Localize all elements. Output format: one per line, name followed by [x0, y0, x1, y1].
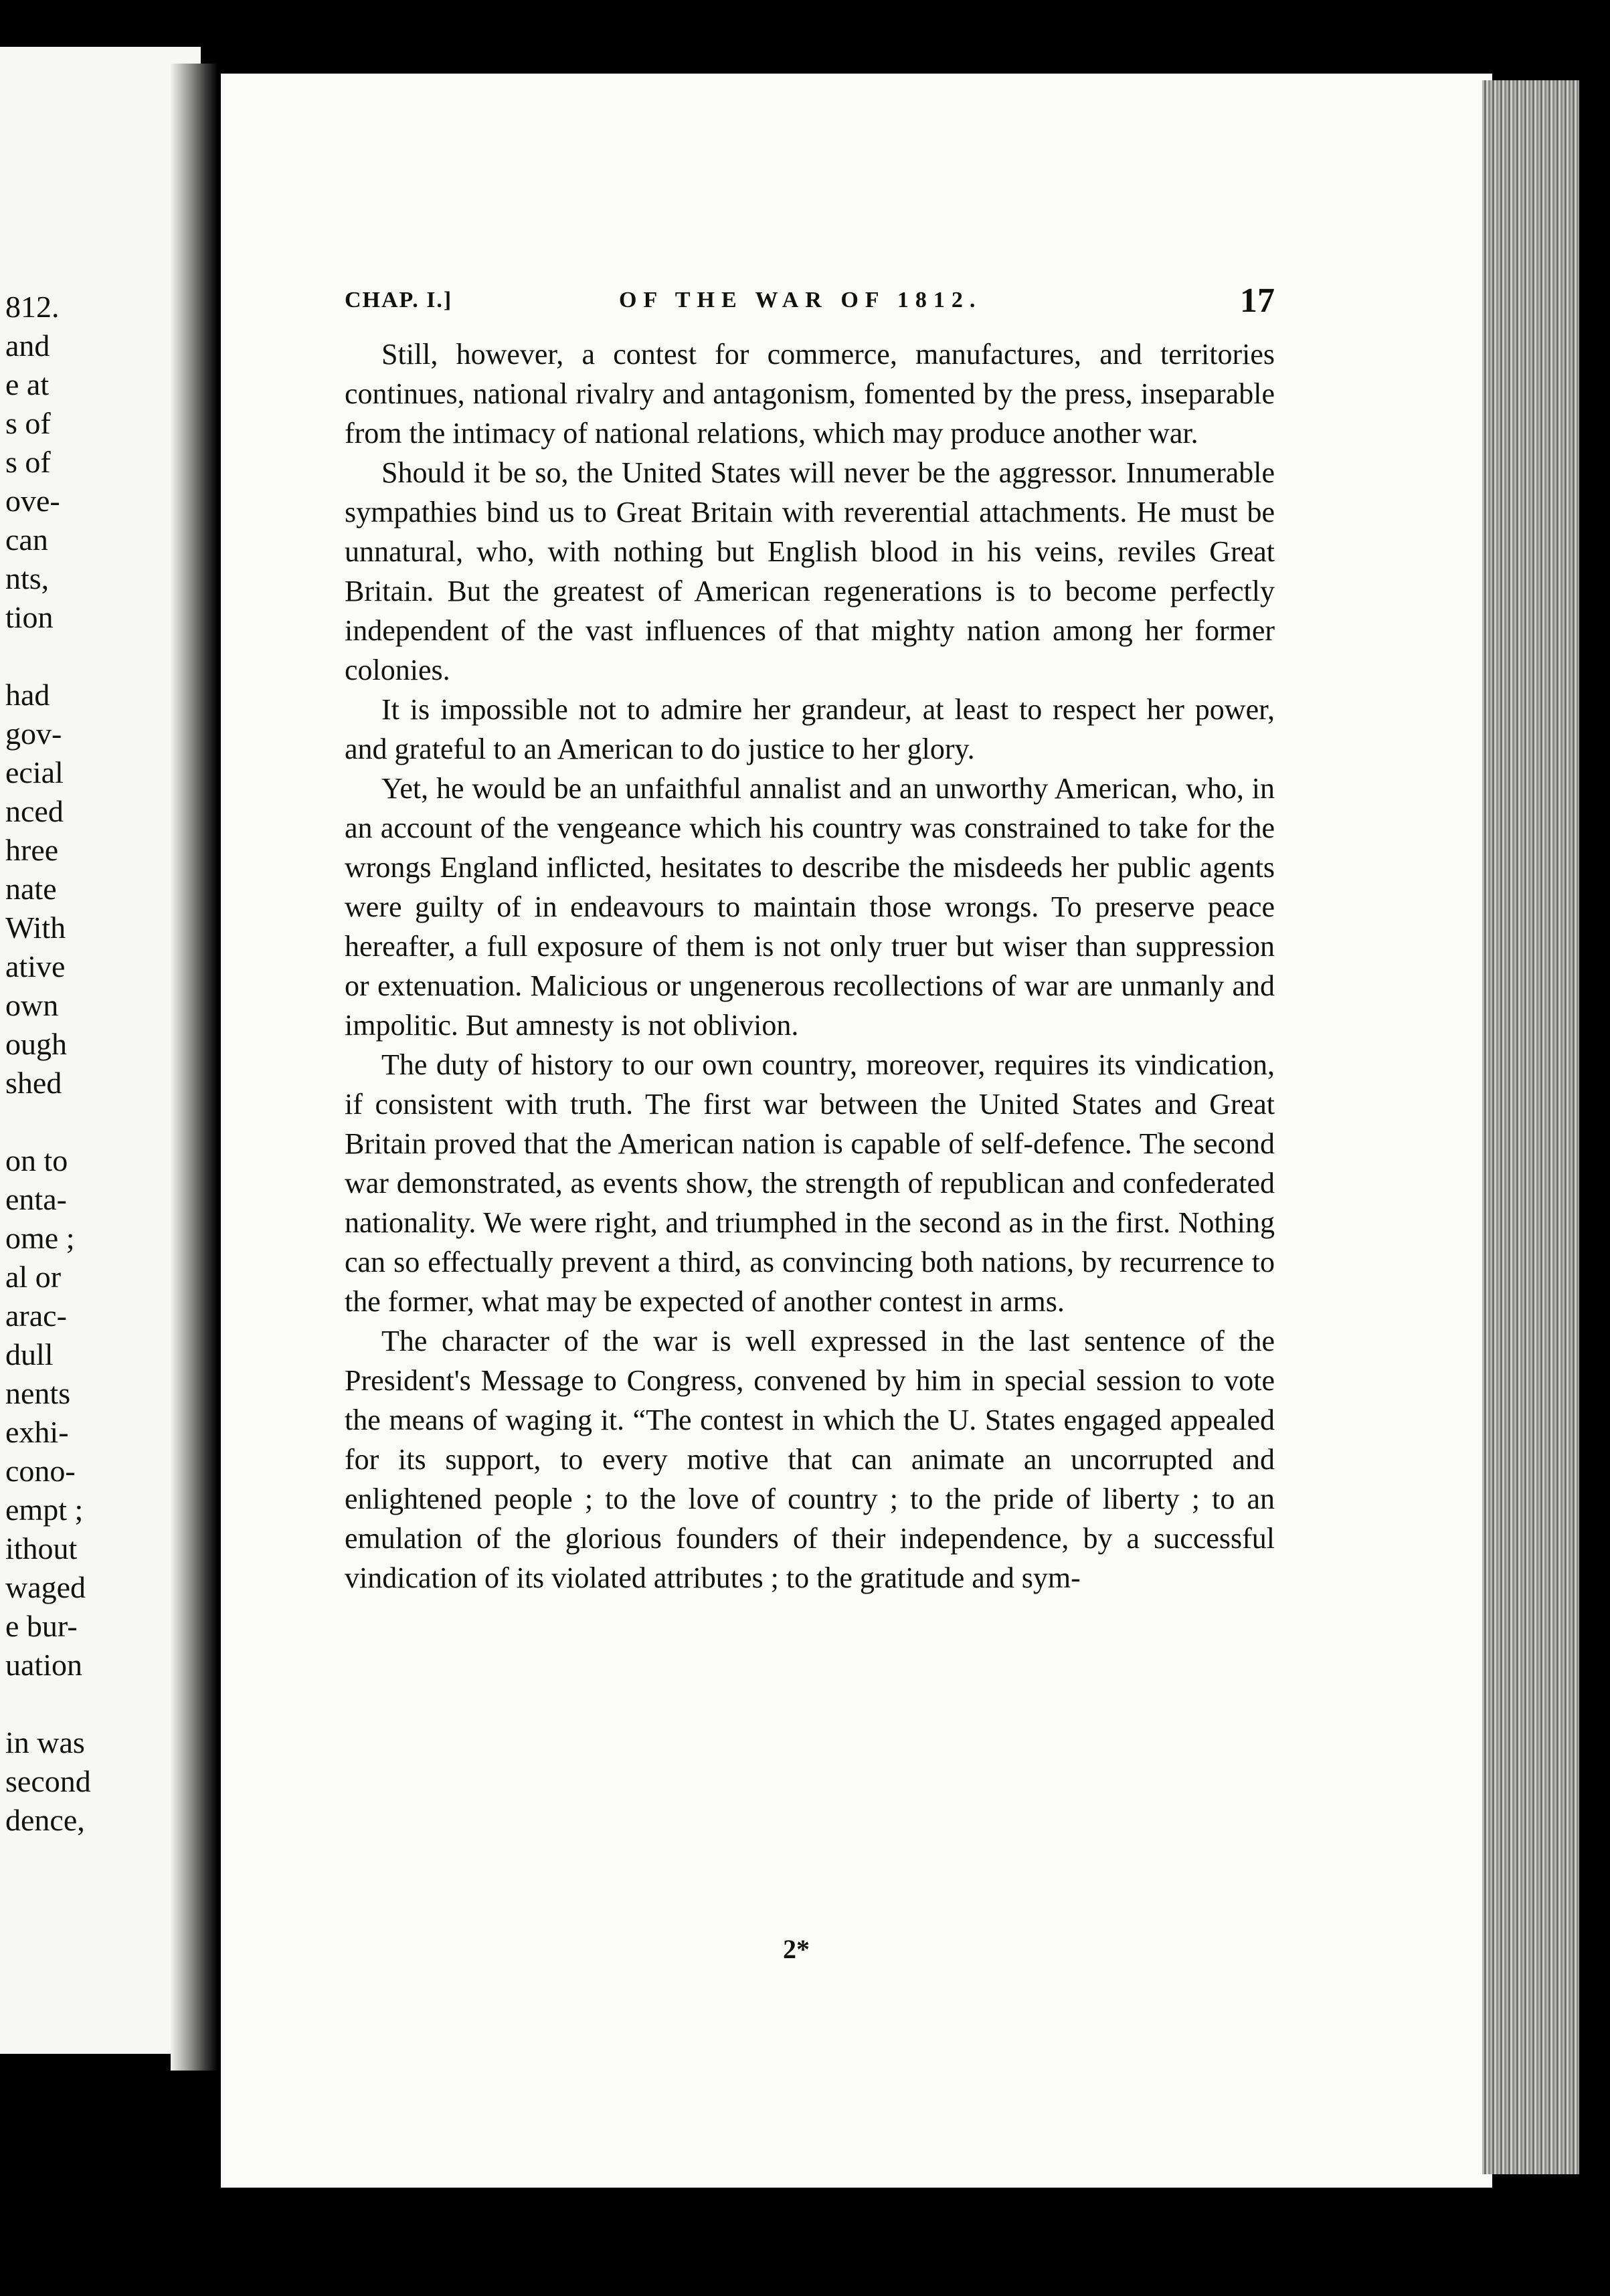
left-fragment-line: nents	[5, 1376, 71, 1410]
left-fragment-line: and	[5, 328, 50, 363]
paragraph: The duty of history to our own country, moreover, requires its vindication, if consistent with truth. The first war between the United States and Great Britain proved that the American nation is capable of self-defence. The second war demonstrated, as events show, the strength of republican and confederated nationality. We were right, and triumphed in the second as in the first. Nothing can so effectually prevent a third, as convincing both nations, by recurrence to the former, what may be expected of another contest in arms.	[345, 1048, 1275, 1318]
left-fragment-line: e at	[5, 367, 50, 401]
left-fragment-line: With	[5, 911, 66, 945]
left-fragment-line: al or	[5, 1260, 62, 1294]
left-fragment-line: waged	[5, 1570, 86, 1604]
left-fragment-line: can	[5, 522, 48, 557]
left-fragment-line: exhi-	[5, 1415, 69, 1449]
paragraph: Yet, he would be an unfaithful annalist and an unworthy American, who, in an account of the vengeance which his country was constrained to take for the wrongs England inflicted, hesitates to describe the misdeeds her public agents were guilty of in endeavours to maintain those wrongs. To preserve peace hereafter, a full exposure of them is not only truer but wiser than suppression or extenuation. Malicious or ungenerous recollections of war are unmanly and impolitic. But amnesty is not oblivion.	[345, 772, 1275, 1042]
left-fragment-line: shed	[5, 1066, 62, 1100]
left-fragment-line: s of	[5, 406, 51, 440]
left-fragment-line: dull	[5, 1337, 54, 1371]
left-fragment-line	[5, 1103, 134, 1141]
left-fragment-line: empt ;	[5, 1493, 84, 1527]
left-fragment-line: gov-	[5, 716, 62, 751]
left-fragment-line: hree	[5, 833, 59, 867]
left-fragment-line	[5, 637, 134, 676]
running-title: OF THE WAR OF 1812.	[619, 288, 982, 312]
left-fragment-line: tion	[5, 600, 54, 634]
left-fragment-line: 812.	[5, 290, 60, 324]
left-fragment-line: dence,	[5, 1803, 85, 1837]
left-fragment-line: ove-	[5, 484, 60, 518]
page-edges	[1482, 80, 1579, 2174]
left-fragment-line: had	[5, 678, 50, 712]
running-header	[345, 281, 1275, 328]
page-number: 17	[1240, 282, 1275, 320]
paragraph: Should it be so, the United States will never be the aggressor. Innumerable sympathies bind us to Great Britain with reverential attachments. He must be unnatural, who, with nothing but English blood in his veins, reviles Great Britain. But the greatest of American regenerations is to become perfectly independent of the vast influences of that mighty nation among her former colonies.	[345, 456, 1275, 686]
left-fragment-line: uation	[5, 1648, 82, 1682]
left-fragment-line: enta-	[5, 1182, 67, 1216]
left-fragment-line: s of	[5, 445, 51, 479]
left-fragment-line: ithout	[5, 1531, 78, 1565]
paragraph: Still, however, a contest for commerce, manufactures, and territories continues, national rivalry and antagonism, fomented by the press, inseparable from the intimacy of national relations, which may produce another war.	[345, 338, 1275, 450]
left-page-text-fragment	[0, 288, 134, 1840]
left-fragment-line: in was	[5, 1725, 85, 1759]
page-body	[345, 334, 1275, 1598]
book-gutter	[171, 64, 217, 2071]
left-fragment-line: e bur-	[5, 1609, 78, 1643]
left-fragment-line: ecial	[5, 755, 64, 789]
left-fragment-line: ome ;	[5, 1221, 75, 1255]
paragraph: The character of the war is well expressed in the last sentence of the President's Message to Congress, convened by him in special session to vote the means of waging it. “The contest in which the U. States engaged appealed for its support, to every motive that can animate an uncorrupted and enlightened people ; to the love of country ; to the pride of liberty ; to an emulation of the glorious founders of their independence, by a successful vindication of its violated attributes ; to the gratitude and sym-	[345, 1325, 1275, 1594]
signature-mark: 2*	[783, 1934, 810, 1964]
left-fragment-line: nts,	[5, 561, 50, 595]
left-fragment-line: ough	[5, 1027, 67, 1061]
left-fragment-line: cono-	[5, 1454, 76, 1488]
chapter-label: CHAP. I.]	[345, 288, 453, 312]
paragraph: It is impossible not to admire her grandeur, at least to respect her power, and grateful to an American to do justice to her glory.	[345, 693, 1275, 765]
left-fragment-line: nced	[5, 794, 64, 828]
left-fragment-line: own	[5, 988, 59, 1022]
left-fragment-line: on to	[5, 1143, 68, 1177]
left-fragment-line	[5, 1685, 134, 1723]
left-fragment-line: ative	[5, 949, 66, 983]
left-fragment-line: arac-	[5, 1299, 67, 1333]
left-fragment-line: second	[5, 1764, 91, 1798]
left-fragment-line: nate	[5, 872, 57, 906]
